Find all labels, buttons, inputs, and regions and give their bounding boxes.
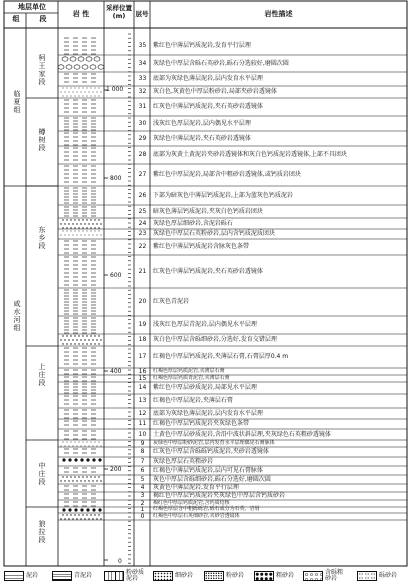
layer-description: 暗灰色薄层钙质泥岩,夹灰白色钙质岩团块 — [153, 207, 263, 215]
layer-number: 35 — [138, 41, 147, 49]
legend-item-silty-mudstone — [104, 569, 144, 582]
lithology-mud — [64, 257, 96, 285]
lithology-clay — [64, 384, 96, 393]
layer-number: 22 — [138, 243, 147, 250]
lithology-mud — [64, 502, 96, 506]
lithology-fine — [60, 476, 101, 481]
lithology-mud — [64, 377, 96, 381]
layer-description: 红褐色中厚层石英细砂岩,夹砂岩透镜体 — [153, 512, 240, 519]
lithology-mud — [64, 148, 96, 160]
legend-label: 含砾粗 砂岩 — [325, 568, 344, 582]
lithology-clay — [64, 188, 96, 203]
layer-number: 1 — [140, 506, 145, 513]
header-layer-no: 层号 — [135, 10, 149, 18]
member-label-langla: 狼拉段 — [38, 520, 46, 544]
layer-number: 33 — [138, 75, 147, 82]
header-lithology: 岩 性 — [72, 10, 90, 18]
lithology-mud — [64, 74, 96, 82]
layer-number: 25 — [138, 207, 147, 215]
lithology-mud — [64, 396, 96, 404]
lithology-cong — [58, 57, 104, 69]
lithology-fine — [60, 219, 101, 228]
layer-description: 灰黄色中薄层泥岩,发育平行层理 — [153, 484, 239, 491]
legend-item-mudstone — [4, 569, 38, 582]
lithology-mud — [64, 468, 96, 472]
lithology-silt — [61, 88, 102, 97]
legend-swatch-pebbly-coarse-sandstone — [303, 571, 323, 581]
lithology-mud — [64, 348, 96, 364]
layer-description: 紫红色中厚层泥岩,局部含中粗砂岩透镜体,或钙质岩团块 — [153, 171, 301, 178]
member-label-shangzhuang: 上庄段 — [38, 363, 46, 387]
layer-description: 褐红色中厚层钙质泥岩夹灰绿色中厚层含钙质砂岩 — [153, 492, 286, 499]
layer-number: 30 — [138, 119, 147, 127]
layer-description: 红褐色中厚层钙质泥岩夹灰绿色条带 — [153, 420, 250, 427]
group-label-xianshuihe: 咸水河组 — [13, 300, 21, 332]
layer-number: 5 — [140, 475, 145, 483]
header-sampling-position: 采样位置 (m) — [106, 4, 132, 20]
group-label-linxia: 临夏组 — [13, 90, 21, 114]
layer-number: 26 — [138, 191, 147, 199]
layer-number: 34 — [138, 59, 147, 67]
layer-number: 23 — [138, 230, 147, 237]
lithology-coarse — [62, 508, 101, 511]
legend-label: 砾砂岩 — [379, 571, 398, 579]
lithology-fine — [60, 514, 101, 519]
legend-label: 青泥岩 — [74, 571, 93, 579]
legend-label: 粉砂质 泥岩 — [126, 568, 145, 582]
layer-description: 紫红色中厚层砂质泥岩,局部见水平层理 — [153, 384, 257, 391]
layer-description: 灰绿色厚层细砂岩,含泥岩砾石 — [153, 219, 233, 227]
layer-number: 4 — [140, 484, 145, 491]
member-label-zunshu: 樽树段 — [38, 128, 46, 152]
layer-description: 底部为灰黄土黄泥岩夹砂岩透镜体和灰白色钙质泥岩透镜体,上部不具团块 — [153, 151, 347, 158]
scale-label-200: 200 — [110, 466, 122, 473]
lithology-silt — [61, 442, 102, 447]
legend-swatch-mudstone — [4, 571, 24, 581]
legend-item-coarse-sandstone — [254, 569, 294, 582]
layer-description: 灰绿色中厚层粉砂泥岩,层内发育水平层理偶见石膏脉体 — [153, 439, 275, 446]
layer-description: 红灰色青泥岩 — [153, 298, 190, 305]
layer-description: 底部为灰绿色薄层泥岩,层内发育水平层理 — [153, 409, 263, 417]
lithology-mud — [64, 100, 96, 112]
layer-description: 底部为灰绿色薄层泥岩,层内发育水平层理 — [153, 75, 263, 82]
lithology-mud — [64, 494, 96, 498]
layer-description: 灰白色,灰黄色中厚层粉砂岩,局部夹砂岩透镜体 — [153, 88, 277, 95]
legend-label: 粉砂岩 — [226, 571, 245, 579]
legend-swatch-fine-sandstone — [153, 571, 173, 581]
scale-label-400: 400 — [110, 368, 122, 375]
layer-description: 紫红色中薄层钙质泥岩,发育平行层理 — [153, 41, 251, 49]
layer-number: 29 — [138, 134, 147, 142]
layer-number: 18 — [138, 336, 147, 343]
layer-description: 红褐色中薄层钙质泥岩,层内可见石膏脉体 — [153, 466, 263, 474]
layer-number: 16 — [138, 367, 147, 375]
lithology-mud — [64, 449, 96, 453]
layer-description: 红褐色厚层钙质泥岩,夹薄层石膏 — [153, 367, 225, 374]
scale-label-1000: 1 000 — [106, 86, 124, 93]
layer-description: 红灰色中薄层钙质泥岩,夹石英砂岩透镜体 — [153, 103, 263, 110]
layer-description: 紫红色中薄层钙质泥岩含脉灰色条带 — [153, 243, 250, 250]
lithology-silt — [61, 231, 102, 236]
layer-description: 红褐色厚层含中粗砾砾岩,砾石成分为石英、岩屑 — [153, 506, 260, 512]
legend-swatch-siltstone — [204, 571, 224, 581]
legend-swatch-conglomeratic-sandstone — [357, 571, 377, 581]
header-description: 岩性描述 — [264, 10, 293, 18]
legend-item-fine-sandstone — [153, 569, 193, 582]
member-label-zhongzhuang: 中庄段 — [38, 462, 46, 486]
legend-item-claystone — [52, 569, 92, 582]
legend-item-siltstone — [204, 569, 244, 582]
layer-description: 浅灰红色厚层泥岩,层内偶见水平层理 — [153, 119, 251, 127]
lithology-clay — [64, 118, 96, 130]
layer-description: 褐红色中厚层钙质泥岩,含钙质结核 — [153, 499, 230, 506]
layer-number: 3 — [140, 492, 145, 499]
layer-description: 灰绿色中厚层石英粉砂岩,层内含钙质泥质团块 — [153, 230, 275, 237]
layer-number: 15 — [138, 374, 147, 382]
legend-label: 泥岩 — [26, 571, 39, 579]
layer-number: 31 — [138, 103, 147, 110]
layer-number: 7 — [140, 457, 145, 465]
lithology-clay — [64, 318, 96, 333]
layer-number: 12 — [138, 409, 147, 417]
member-label-dongxiang: 东乡段 — [38, 226, 46, 250]
layer-description: 灰白色中厚层含砾细砂岩,分选好,发育交错层理 — [153, 336, 277, 343]
lithology-mud — [64, 133, 96, 145]
legend-item-conglomeratic-sandstone — [357, 569, 397, 582]
scale-label-600: 600 — [110, 272, 122, 279]
layer-number: 2 — [140, 499, 145, 507]
lithology-mud — [64, 166, 96, 182]
layer-number: 9 — [140, 439, 145, 447]
layer-number: 14 — [138, 384, 147, 391]
layer-number: 28 — [138, 151, 147, 158]
lithology-mud — [64, 241, 96, 253]
legend-swatch-silty-mudstone — [104, 571, 124, 581]
layer-description: 红灰色中厚层含砾砾钙质泥岩,夹砂岩透镜体 — [153, 448, 269, 455]
header-unit-title: 地层单位 — [18, 3, 46, 11]
lithology-mud — [64, 410, 96, 418]
layer-number: 24 — [138, 219, 147, 227]
layer-number: 21 — [138, 267, 147, 275]
lithology-mud — [64, 431, 96, 439]
layer-number: 20 — [138, 298, 147, 305]
layer-description: 红褐色中厚层泥岩,夹薄层石膏 — [153, 397, 233, 404]
layer-number: 32 — [138, 88, 147, 95]
legend-item-pebbly-coarse-sandstone — [303, 569, 343, 582]
layer-description: 灰绿色中厚层含砾石英砂岩,砾石分选较好,磨圆次圆 — [153, 59, 289, 67]
layer-number: 6 — [140, 466, 145, 474]
layer-description: 灰色中厚层含砾细砂岩,砾石分选好,磨圆次圆 — [153, 475, 271, 483]
layer-description: 灰绿色中薄层泥岩,夹石英砂岩透镜体 — [153, 134, 251, 142]
lithology-mud — [64, 421, 96, 425]
lithology-coarse — [62, 458, 101, 461]
layer-number: 19 — [138, 321, 147, 328]
lithology-clay — [64, 290, 96, 314]
layer-description: 灰绿色厚层石英粗砂岩 — [153, 457, 214, 465]
layer-number: 10 — [138, 430, 147, 438]
layer-description: 红灰色中薄层钙质泥岩,夹石英砂岩透镜体 — [153, 267, 263, 275]
layer-number: 11 — [138, 420, 147, 427]
member-label-kewangjia: 柯王家段 — [38, 54, 46, 86]
legend-swatch-claystone — [52, 571, 72, 581]
lithology-mud — [64, 370, 96, 374]
legend-swatch-coarse-sandstone — [254, 571, 274, 581]
lithology-clay — [64, 207, 96, 216]
layer-number: 13 — [138, 397, 147, 404]
lithology-fine — [60, 335, 101, 344]
legend-label: 细砂岩 — [175, 571, 194, 579]
lithology-mud — [64, 486, 96, 490]
lithology-mud — [64, 38, 96, 54]
scale-label-800: 800 — [110, 175, 122, 182]
layer-description: 浅灰红色厚层青泥岩,层内偶见水平层理 — [153, 321, 257, 328]
scale-label-0: 0 — [118, 558, 122, 565]
layer-number: 17 — [138, 353, 147, 360]
layer-number: 0 — [140, 512, 145, 520]
layer-description: 下部为暗灰色中薄层钙质泥岩,上部为蓝灰色钙质泥岩 — [153, 191, 293, 199]
layer-description: 红褐色中厚层钙质泥岩,夹薄层石膏,石膏层厚0.4 m — [153, 353, 289, 360]
layer-description: 红褐色厚层钙质青泥岩,夹薄层石膏 — [153, 374, 230, 381]
layer-number: 27 — [138, 171, 147, 178]
legend-label: 粗砂岩 — [276, 571, 295, 579]
layer-description: 土黄色中厚层砂质泥岩,含沿中波状斜层理,夹灰绿色石英粗砂透镜体 — [153, 430, 331, 438]
header-group: 组 — [12, 15, 20, 23]
header-member: 段 — [39, 15, 47, 23]
layer-number: 8 — [140, 448, 145, 455]
